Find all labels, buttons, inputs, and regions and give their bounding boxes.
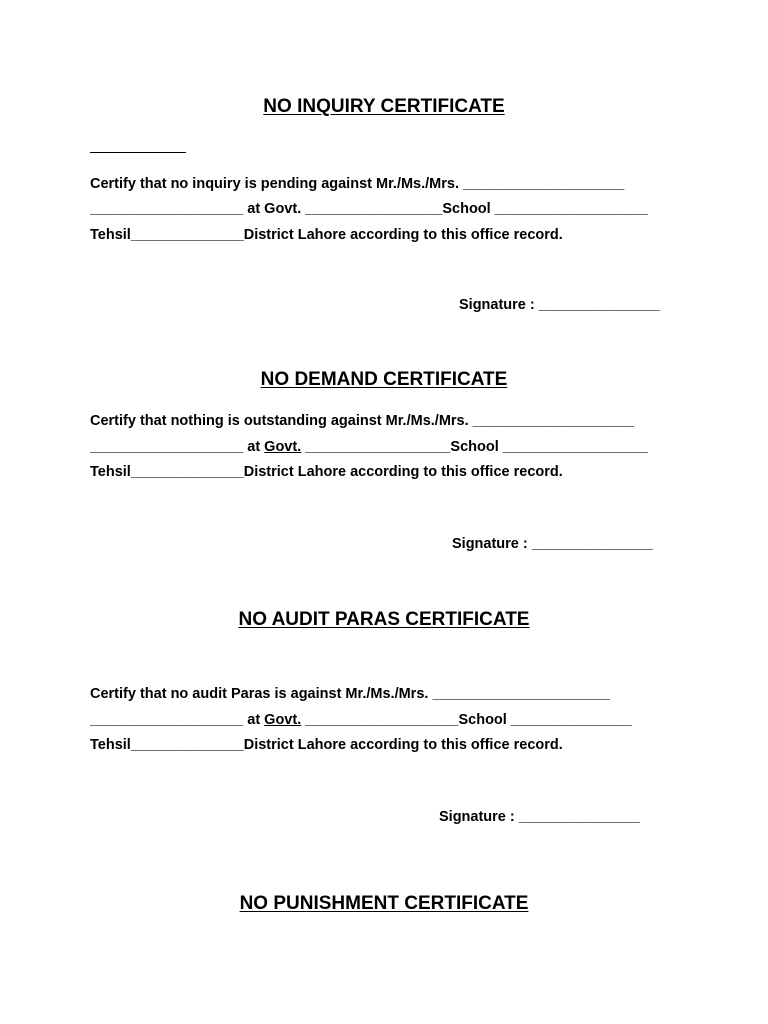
certificate-title-no-demand: NO DEMAND CERTIFICATE — [260, 369, 508, 390]
certificate-3-govt-text: Govt. — [264, 712, 302, 728]
certificate-1-line-3: Tehsil______________District Lahore according to this office record. — [90, 227, 563, 243]
certificate-1-signature: Signature : _______________ — [459, 297, 660, 313]
blank-reference-line — [90, 152, 186, 153]
certificate-2-line-2 — [90, 439, 648, 455]
certificate-3-line-1: Certify that no audit Paras is against Mr./Ms./Mrs. ______________________ — [90, 686, 610, 702]
certificate-1-line-1: Certify that no inquiry is pending against Mr./Ms./Mrs. ____________________ — [90, 176, 625, 192]
certificate-3-signature: Signature : _______________ — [439, 809, 640, 825]
certificate-3-line-3: Tehsil______________District Lahore according to this office record. — [90, 737, 563, 753]
certificate-3-line-2-part-b: ___________________School _______________ — [301, 712, 632, 728]
certificate-2-line-2-part-a: ___________________ at — [90, 439, 265, 455]
certificate-1-govt-text: Govt. — [264, 201, 302, 217]
certificate-1-line-2-part-a: ___________________ at — [90, 201, 265, 217]
certificate-title-no-audit-paras: NO AUDIT PARAS CERTIFICATE — [238, 609, 530, 630]
certificate-2-line-3: Tehsil______________District Lahore according to this office record. — [90, 464, 563, 480]
certificate-title-no-punishment: NO PUNISHMENT CERTIFICATE — [239, 893, 529, 914]
certificate-2-line-2-part-b: __________________School __________________ — [301, 439, 648, 455]
certificate-1-line-2 — [90, 201, 648, 217]
certificate-1-line-2-part-b: _________________School ___________________ — [301, 201, 648, 217]
certificate-2-line-1: Certify that nothing is outstanding against Mr./Ms./Mrs. ____________________ — [90, 413, 634, 429]
certificate-2-signature: Signature : _______________ — [452, 536, 653, 552]
certificate-3-line-2 — [90, 712, 632, 728]
certificate-3-line-2-part-a: ___________________ at — [90, 712, 265, 728]
certificate-title-no-inquiry: NO INQUIRY CERTIFICATE — [263, 96, 505, 117]
certificate-2-govt-text: Govt. — [264, 439, 302, 455]
